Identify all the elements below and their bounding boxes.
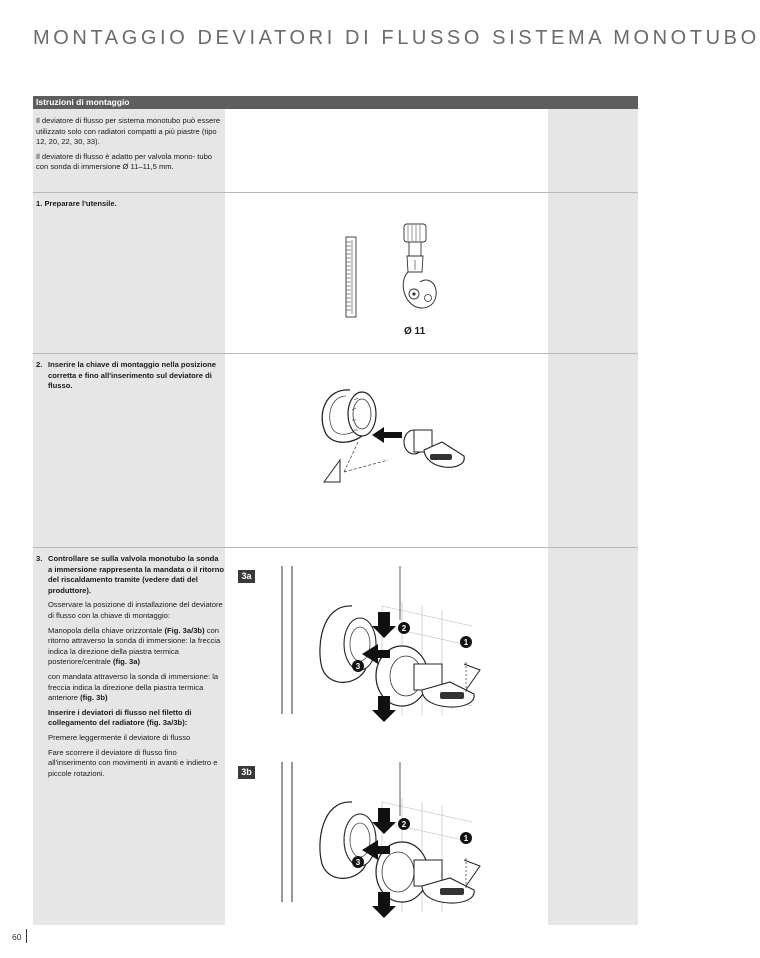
callout-1: 1 xyxy=(463,834,469,843)
row-divider xyxy=(33,353,638,354)
callout-3: 3 xyxy=(355,662,361,671)
figure-label-3a: 3a xyxy=(238,570,255,583)
fig-ref: (fig. 3b) xyxy=(80,693,108,703)
step-2-text: Inserire la chiave di montaggio nella posizione corretta e fino all'inserimento sul deviatore di flusso. xyxy=(48,360,216,391)
tool-strip-illustration xyxy=(343,236,359,318)
page-number: 60 xyxy=(12,932,22,942)
text-run: con mandata attraverso la sonda di immersione: la freccia indica la direzione della piastra termica anteriore xyxy=(48,671,219,703)
left-column-bg xyxy=(33,109,225,925)
callout-2: 2 xyxy=(401,624,407,633)
step-3-paragraph-3 xyxy=(48,672,224,704)
diameter-label: Ø 11 xyxy=(404,326,426,337)
page-title: MONTAGGIO DEVIATORI DI FLUSSO SISTEMA MONOTUBO xyxy=(33,27,760,49)
intro-paragraph-1: Il deviatore di flusso per sistema monotubo può essere utilizzato solo con radiatori compatti a più piastre (tipo 12, 20, 22, 30, 33). xyxy=(36,116,221,147)
row-divider xyxy=(33,192,638,193)
callout-1: 1 xyxy=(463,638,469,647)
section-header: Istruzioni di montaggio xyxy=(33,96,638,109)
step-3-paragraph-4: Inserire i deviatori di flusso nel filetto di collegamento del radiatore (fig. 3a/3b): xyxy=(48,707,192,728)
intro-text xyxy=(36,116,223,177)
key-insertion-illustration xyxy=(318,380,468,492)
step-3-number: 3. xyxy=(36,554,43,563)
callout-2: 2 xyxy=(401,820,407,829)
right-column-bg xyxy=(548,109,638,925)
callout-3: 3 xyxy=(355,858,361,867)
fig-ref: (Fig. 3a/3b) xyxy=(164,625,205,635)
intro-paragraph-2: Il deviatore di flusso è adatto per valvola mono- tubo con sonda di immersione Ø 11–11,5 mm. xyxy=(36,151,213,172)
step-3-paragraph-1: Osservare la posizione di installazione del deviatore di flusso con la chiave di montaggio: xyxy=(48,600,223,620)
figure-3a-illustration xyxy=(282,566,492,726)
step-1-text: 1. Preparare l'utensile. xyxy=(36,199,117,208)
figure-label-3b: 3b xyxy=(238,766,255,779)
page-number-divider xyxy=(26,929,27,943)
step-3-paragraph-5: Premere leggermente il deviatore di flusso xyxy=(48,732,191,742)
fig-ref: (fig. 3a) xyxy=(113,657,141,667)
figure-3b-illustration xyxy=(282,762,492,922)
row-divider xyxy=(33,547,638,548)
step-3-text xyxy=(48,554,224,783)
step-3-paragraph-6: Fare scorrere il deviatore di flusso fino all'inserimento con movimenti in avanti e indietro e piccole rotazioni. xyxy=(48,747,218,778)
text-run: con ritorno attraverso la sonda di immersione: la freccia indica la direzione della piastra termica posteriore/centrale xyxy=(48,625,221,667)
text-run: Manopola della chiave orizzontale xyxy=(48,625,165,635)
step-3-heading: Controllare se sulla valvola monotubo la sonda a immersione rappresenta la mandata o il ritorno del riscaldamento tramite (vedere dati del produttore). xyxy=(48,554,224,595)
step-2-number: 2. xyxy=(36,360,43,369)
step-3-paragraph-2 xyxy=(48,626,224,668)
tube-cutter-illustration xyxy=(392,220,444,320)
